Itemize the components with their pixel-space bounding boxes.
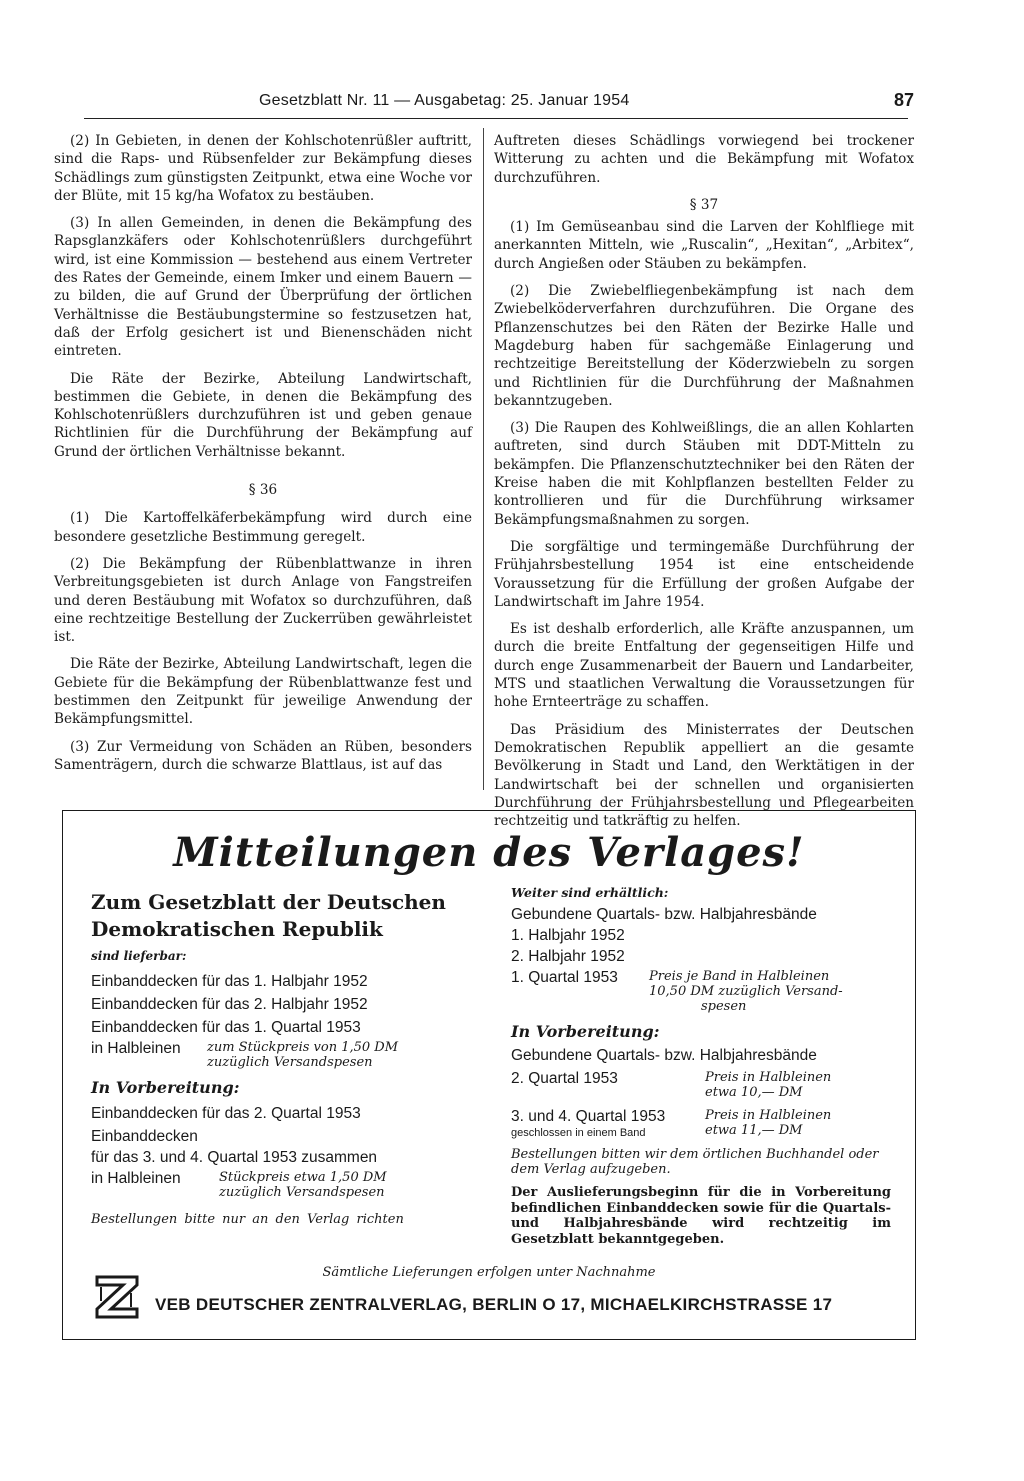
header-title: Gesetzblatt Nr. 11 — Ausgabetag: 25. Januar 1954 [259,92,630,109]
paragraph: (2) Die Zwiebelfliegenbekämpfung ist nach dem Zwiebelköderverfahren durchzuführen. Die Organe des Pflanzenschutzes bei den Räten der Bezirke Halle und Magdeburg haben für sachgemäße Einlagerung und rechtzeitige Bereitstellung der Köderzwiebeln zu sorgen und Richtlinien für die Durchführung der Maßnahmen bekanntzugeben. [494,283,914,409]
availability-label: sind lieferbar: [91,949,187,963]
paragraph: Auftreten dieses Schädlings vorwiegend bei trockener Witterung zu achten und die Bekämpfung mit Wofatox durchzuführen. [494,133,914,186]
offer-line: Einbanddecken für das 1. Halbjahr 1952 [91,973,368,990]
notice-right-column [511,885,901,1247]
note-line: 10,50 DM zuzüglich Versand- [649,984,843,999]
publisher-notice-box [62,810,916,1340]
offer-row [91,1038,471,1070]
offer-row [511,967,901,1014]
notice-heading: Demokratischen Republik [91,917,383,941]
paragraph: (2) In Gebieten, in denen der Kohlschotenrüßler auftritt, sind die Raps- und Rübsenfelder zur Bekämpfung dieses Schädlings zum günstigsten Zeitpunkt, etwa eine Woche vor der Blüte, mit 15 kg/ha Wofatox zu bestäuben. [54,133,472,204]
offer-line: 1. Halbjahr 1952 [511,927,625,944]
price-note [705,1106,831,1138]
right-column [494,132,914,839]
offer-line: für das 3. und 4. Quartal 1953 zusammen [91,1149,378,1166]
in-preparation-label: In Vorbereitung: [511,1022,660,1041]
note-line: Preis in Halbleinen [705,1108,832,1123]
offer-line: Einbanddecken für das 1. Quartal 1953 [91,1019,361,1036]
offer-line: 3. und 4. Quartal 1953 [511,1108,666,1125]
offer-row [511,1068,901,1100]
page-number: 87 [893,90,914,110]
notice-heading: Zum Gesetzblatt der Deutschen [91,890,446,914]
section-heading: § 36 [248,482,278,499]
offer-line: Gebundene Quartals- bzw. Halbjahresbände [511,1047,817,1064]
cash-on-delivery-note: Sämtliche Lieferungen erfolgen unter Nachnahme [322,1265,656,1280]
price-note [207,1038,398,1070]
note-line: spesen [701,999,747,1014]
paragraph: (1) Die Kartoffelkäferbekämpfung wird durch eine besondere gesetzliche Bestimmung geregelt. [54,510,472,545]
note-line: etwa 10,— DM [705,1085,803,1100]
offer-line: in Halbleinen [91,1170,181,1187]
offer-line: 1. Quartal 1953 [511,969,618,986]
order-note: Bestellungen bitten wir dem örtlichen Buchhandel oder dem Verlag aufzugeben. [511,1147,879,1177]
page-header [84,90,914,119]
notice-left-column [91,889,471,1227]
offer-line: Einbanddecken [91,1128,198,1145]
offer-line: in Halbleinen [91,1040,181,1057]
note-line: etwa 11,— DM [705,1123,803,1138]
price-note [219,1168,387,1200]
offer-line: 2. Halbjahr 1952 [511,948,625,965]
paragraph: (3) Zur Vermeidung von Schäden an Rüben, besonders Samenträgern, durch die schwarze Blattlaus, ist auf das [54,738,472,773]
paragraph: Die Räte der Bezirke, Abteilung Landwirtschaft, legen die Gebiete für die Bekämpfung der Rübenblattwanze fest und bestimmen den Zeitpunkt für jeweilige Anwendung der Bekämpfungsmittel. [54,656,472,728]
paragraph: Die sorgfältige und termingemäße Durchführung der Frühjahrsbestellung 1954 ist eine entscheidende Voraussetzung für die Erfüllung der großen Aufgabe der Landwirtschaft im Jahre 1954. [494,538,914,610]
paragraph: Es ist deshalb erforderlich, alle Kräfte anzuspannen, um durch die breite Entfaltung der gegenseitigen Hilfe und durch enge Zusammenarbeit der Bauern und Landarbeiter, MTS und staatlichen Verwaltung die Voraussetzungen für hohe Ernteerträge zu schaffen. [494,621,914,711]
offer-line: Einbanddecken für das 2. Halbjahr 1952 [91,996,368,1013]
offer-row [91,1168,471,1200]
paragraph: (3) Die Raupen des Kohlweißlings, die an allen Kohlarten auftreten, sind durch Stäuben mit DDT-Mitteln zu bekämpfen. Die Pflanzenschutztechniker bei den Räten der Kreise haben die mit Kohlpflanzen bestellten Felder zu kontrollieren und für die Durchführung wirksamer Bekämpfungsmaßnahmen zu sorgen. [494,420,914,528]
note-line: Preis je Band in Halbleinen [649,969,830,984]
offer-line: 2. Quartal 1953 [511,1070,618,1087]
offer-line: Einbanddecken für das 2. Quartal 1953 [91,1105,361,1122]
also-available-label: Weiter sind erhältlich: [511,885,669,900]
delivery-note: Der Auslieferungsbeginn für die in Vorbereitung befindlichen Einbanddecken sowie für die Quartals- und Halbjahresbände wird rechtzeitig im Gesetzblatt bekanntgegeben. [511,1185,891,1247]
notice-title: Mitteilungen des Verlages! [173,829,805,876]
paragraph: Das Präsidium des Ministerrates der Deutschen Demokratischen Republik appelliert an die gesamte Bevölkerung in Stadt und Land, den Werktätigen in der Landwirtschaft bei der schnellen und organisierten Durchführung der Frühjahrsbestellung und Pflegearbeiten rechtzeitig und tatkräftig zu helfen. [494,721,914,830]
offer-subline: geschlossen in einem Band [511,1127,646,1139]
left-column [54,132,472,783]
offer-row [511,1106,901,1139]
note-line: zuzüglich Versandspesen [219,1185,385,1200]
publisher-logo-icon [91,1271,145,1323]
offer-line: Gebundene Quartals- bzw. Halbjahresbände [511,906,817,923]
order-note: Bestellungen bitte nur an den Verlag richten [91,1212,404,1227]
note-line: zum Stückpreis von 1,50 DM [207,1040,399,1055]
paragraph: (3) In allen Gemeinden, in denen die Bekämpfung des Rapsglanzkäfers oder Kohlschotenrüßlers durchgeführt wird, ist eine Kommission — bestehend aus einem Vertreter des Rates der Gemeinde, einem Imker und einem Bauern — zu bilden, die auf Grund der Überprüfung der örtlichen Verhältnisse die Bestäubungstermine so festzusetzen hat, daß der Erfolg gesichert ist und Bienenschäden nicht eintreten. [54,215,472,360]
paragraph: (2) Die Bekämpfung der Rübenblattwanze in ihren Verbreitungsgebieten ist durch Anlage von Fangstreifen und deren Bestäubung mit Wofatox so durchzuführen, daß eine rechtzeitige Bestellung der Zuckerrüben gewährleistet ist. [54,555,472,646]
column-divider [483,128,484,790]
paragraph: (1) Im Gemüseanbau sind die Larven der Kohlfliege mit anerkannten Mitteln, wie „Ruscalin“, „Hexitan“, „Arbitex“, durch Angießen oder Stäuben zu bekämpfen. [494,219,914,272]
section-heading: § 37 [689,196,719,213]
note-line: zuzüglich Versandspesen [207,1055,373,1070]
publisher-address: VEB DEUTSCHER ZENTRALVERLAG, BERLIN O 17, MICHAELKIRCHSTRASSE 17 [155,1295,833,1314]
offer-cell [511,1106,705,1139]
price-note [705,1068,831,1100]
in-preparation-label: In Vorbereitung: [91,1078,240,1097]
note-line: Stückpreis etwa 1,50 DM [219,1170,387,1185]
price-note [649,967,843,1014]
paragraph: Die Räte der Bezirke, Abteilung Landwirtschaft, bestimmen die Gebiete, in denen die Bekämpfung des Kohlschotenrüßlers durchzuführen ist und geben genaue Richtlinien für die Durchführung der Bekämpfung auf Grund der örtlichen Verhältnisse bekannt. [54,370,472,460]
note-line: Preis in Halbleinen [705,1070,832,1085]
